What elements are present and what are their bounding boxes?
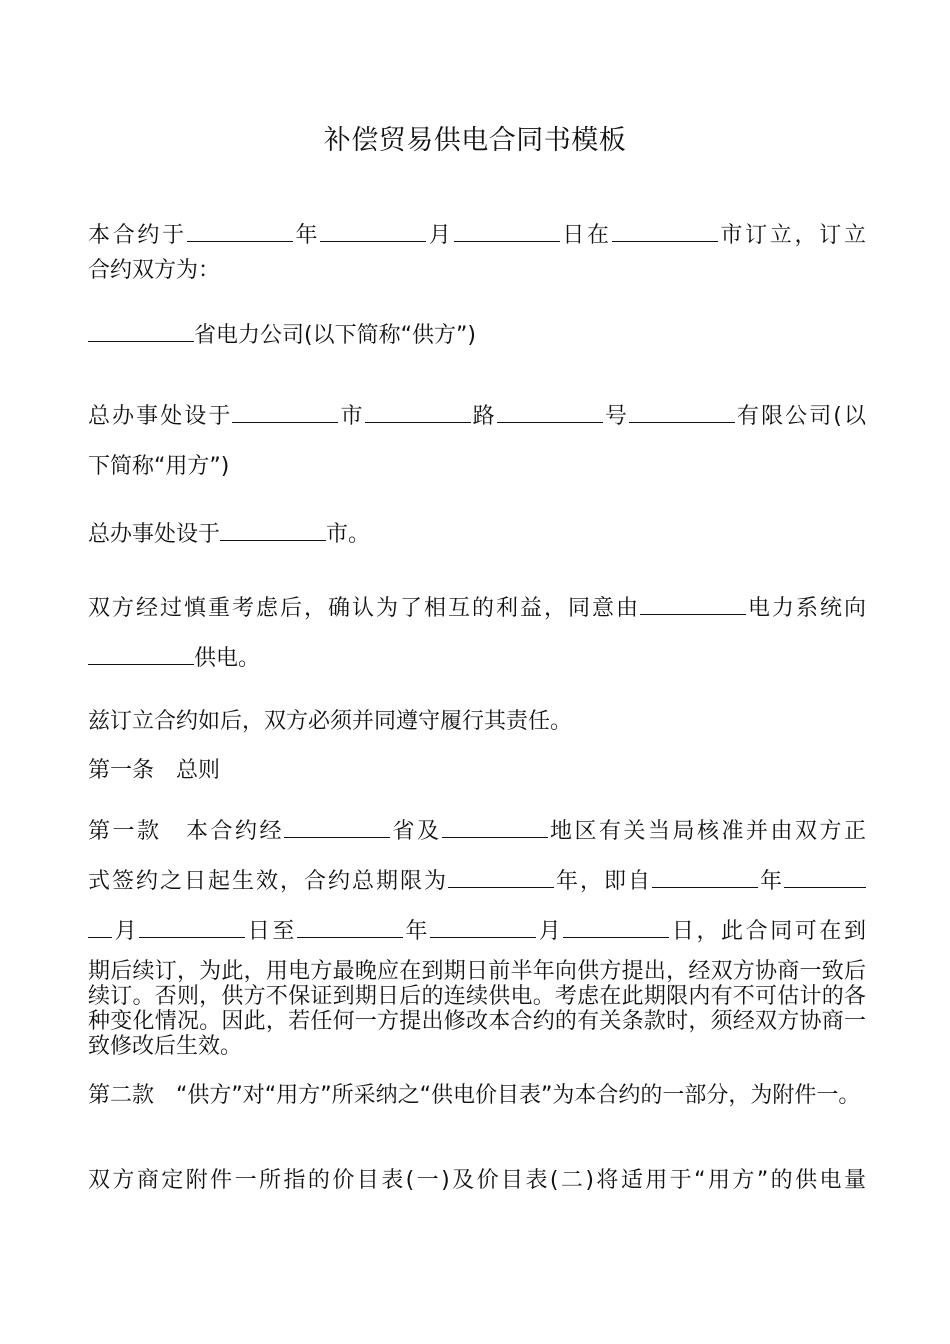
paragraph-supplier (88, 318, 866, 353)
text-segment: 双方经过慎重考虑后，确认为了相互的利益，同意由 (88, 596, 640, 621)
section-heading-article-1 (88, 746, 866, 796)
text-line: 双方商定附件一所指的价目表(一)及价目表(二)将适用于“用方”的供电量 (88, 1168, 866, 1193)
paragraph-obligation (88, 697, 866, 747)
text-segment: 第一款 本合约经 (88, 819, 284, 844)
text-segment: 供电。 (194, 646, 261, 671)
paragraph-price-table (88, 1156, 866, 1206)
fill-blank-company[interactable] (629, 402, 735, 423)
text-segment: 市。 (326, 522, 371, 547)
fill-blank-province[interactable] (88, 321, 194, 342)
text-segment: 月 (112, 919, 140, 944)
text-segment: 市 (338, 404, 365, 429)
text-segment: 总办事处设于 (88, 522, 221, 547)
text-segment: 省及 (390, 819, 442, 844)
fill-blank-start-day[interactable] (139, 917, 245, 938)
text-segment: 电力系统向 (745, 596, 866, 621)
text-segment: 地区有关当局核准并由双方正 (547, 819, 866, 844)
fill-blank-term-years[interactable] (448, 867, 554, 888)
text-line: 兹订立合约如后，双方必须并同遵守履行其责任。 (88, 709, 573, 734)
fill-blank-city[interactable] (232, 402, 338, 423)
text-segment: 日，此合同可在到 (669, 919, 866, 944)
fill-blank-month[interactable] (320, 221, 426, 242)
paragraph-signing-date (88, 218, 866, 288)
fill-blank-power-system[interactable] (640, 594, 746, 615)
fill-blank-city[interactable] (220, 520, 326, 541)
text-segment: 日至 (245, 919, 297, 944)
fill-blank-end-day[interactable] (563, 917, 669, 938)
text-segment: 本合约于 (88, 223, 187, 248)
fill-blank-start-year[interactable] (652, 867, 758, 888)
paragraph-user-office (88, 392, 866, 492)
fill-blank-number[interactable] (497, 402, 603, 423)
text-segment: 有限公司(以 (734, 404, 866, 429)
fill-blank-start-month-cont[interactable] (88, 917, 112, 938)
text-segment: 市订立，订立 (717, 223, 866, 248)
fill-blank-end-month[interactable] (430, 917, 536, 938)
paragraph-renewal: 期后续订，为此，用电方最晚应在到期日前半年向供方提出，经双方协商一致后续订。否则，供方不保证到期日后的连续供电。考虑在此期限内有不可估计的各种变化情况。因此，若任何一方提出修改本合约的有关条款时，须经双方协商一致修改后生效。 (88, 959, 866, 1059)
fill-blank-city[interactable] (612, 221, 718, 242)
text-segment: 号 (602, 404, 629, 429)
fill-blank-province[interactable] (284, 817, 390, 838)
text-segment: 路 (470, 404, 497, 429)
text-segment: 式签约之日起生效，合约总期限为 (88, 869, 448, 894)
text-line: 下简称“用方”) (88, 454, 230, 479)
paragraph-clause-1 (88, 807, 866, 957)
document-title: 补偿贸易供电合同书模板 (323, 125, 627, 156)
text-line: 合约双方为： (88, 258, 221, 283)
text-segment: 年 (402, 919, 431, 944)
fill-blank-start-month[interactable] (784, 867, 866, 888)
text-segment: 年，即自 (553, 869, 652, 894)
text-segment: 月 (536, 919, 564, 944)
text-segment: 日在 (559, 223, 612, 248)
paragraph-office-city (88, 510, 866, 560)
fill-blank-region[interactable] (442, 817, 548, 838)
text-segment: 总办事处设于 (88, 404, 233, 429)
fill-blank-recipient[interactable] (88, 644, 194, 665)
text-segment: 月 (426, 223, 454, 248)
fill-blank-day[interactable] (454, 221, 560, 242)
paragraph-clause-2: 第二款 “供方”对“用方”所采纳之“供电价目表”为本合约的一部分，为附件一。 (88, 1083, 861, 1108)
text-segment: 年 (757, 869, 784, 894)
paragraph-agreement (88, 584, 866, 684)
fill-blank-year[interactable] (187, 221, 293, 242)
text-segment: 年 (292, 223, 321, 248)
text-line: 第一条 总则 (88, 758, 221, 783)
text-segment: 省电力公司(以下简称“供方”) (194, 323, 476, 348)
fill-blank-road[interactable] (365, 402, 471, 423)
fill-blank-end-year[interactable] (297, 917, 403, 938)
